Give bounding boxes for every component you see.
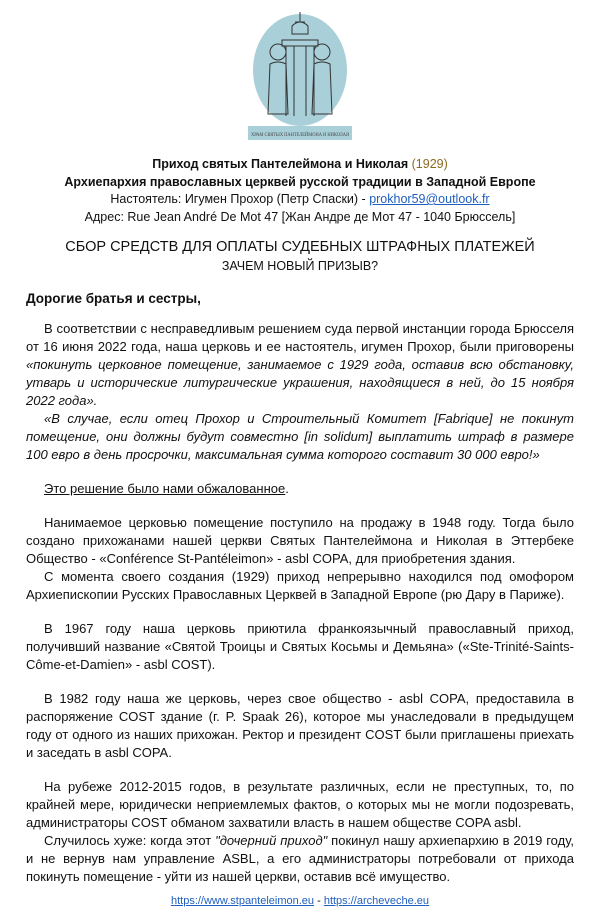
paragraph: В 1982 году наша же церковь, через свое общество - asbl COPA, предоставила в распоряжение COST здание (г. P. Spaak 26), которое мы унаследовали в предыдущем году от одного из наших прихожан. Ректор и президент COST были приглашены приехать и заседать в asbl COPA. — [26, 691, 574, 760]
parish-year: (1929) — [408, 157, 448, 171]
quote-text: "дочерний приход" — [215, 833, 328, 848]
address: Адрес: Rue Jean André De Mot 47 [Жан Андре де Мот 47 - 1040 Брюссель] — [84, 209, 516, 224]
parish-logo — [248, 8, 372, 148]
letter-body — [26, 320, 574, 886]
text: . — [285, 481, 289, 496]
paragraph — [26, 410, 574, 464]
quote-text: «покинуть церковное помещение, занимаемое с 1929 года, оставив всю обстановку, утварь и исторические литургические украшения, находящиеся в ней, до 15 ноября 2022 года». — [26, 357, 574, 408]
greeting: Дорогие братья и сестры, — [26, 291, 201, 306]
text: покинул нашу архиепархию в 2019 году, и не вернув нам управление ASBL, а его администраторы потребовали от прихода покинуть помещение - уйти из нашей церкви, оставив всё имущество. — [26, 833, 575, 884]
rector-email-link[interactable]: prokhor59@outlook.fr — [369, 192, 490, 206]
main-title: СБОР СРЕДСТВ ДЛЯ ОПЛАТЫ СУДЕБНЫХ ШТРАФНЫХ ПЛАТЕЖЕЙ — [65, 239, 535, 255]
paragraph — [26, 320, 574, 410]
website-link[interactable]: https://www.stpanteleimon.eu — [170, 895, 315, 907]
archdiocese-name: Архиепархия православных церквей русской традиции в Западной Европе — [64, 174, 536, 189]
paragraph: С момента своего создания (1929) приход непрерывно находился под омофором Архиепископии Русских Православных Церквей в Западной Европе (рю Дару в Париже). — [26, 569, 574, 602]
subtitle: ЗАЧЕМ НОВЫЙ ПРИЗЫВ? — [221, 259, 379, 273]
archdiocese-link[interactable]: https://archeveche.eu — [323, 895, 430, 907]
appeal-statement: Это решение было нами обжалованное — [44, 481, 286, 496]
paragraph: Нанимаемое церковью помещение поступило на продажу в 1948 году. Тогда было создано прихожанами нашей церкви Святых Пантелеймона и Николая в Эттербеке Общество - «Conférence St-Pantéleimon» - asbl COPA, для приобретения здания. — [26, 515, 574, 566]
svg-text:ХРАМ СВЯТЫХ ПАНТЕЛЕЙМОНА И НИК: ХРАМ СВЯТЫХ ПАНТЕЛЕЙМОНА И НИКОЛАЯ — [251, 132, 372, 138]
footer-links — [0, 894, 600, 909]
paragraph: В 1967 году наша церковь приютила франкоязычный православный приход, получивший название «Святой Троицы и Святых Косьмы и Демьяна» («Ste-Trinité-Saints-Côme-et-Damien» - asbl COST). — [26, 621, 574, 672]
link-separator: - — [314, 895, 324, 907]
parish-name: Приход святых Пантелеймона и Николая — [152, 157, 409, 171]
quote-text: «В случае, если отец Прохор и Строительный Комитет [Fabrique] не покинут помещение, они должны будут совместно [in solidum] выплатить штраф в размере 100 евро в день просрочки, максимальная сумма которого составит 30 000 евро!» — [26, 411, 574, 462]
paragraph — [26, 832, 574, 886]
rector-label: Настоятель: Игумен Прохор (Петр Спаски) - — [110, 192, 370, 206]
paragraph — [26, 480, 574, 498]
paragraph: На рубеже 2012-2015 годов, в результате различных, если не преступных, то, по крайней мере, юридически неприемлемых фактов, о которых мы не могли подозревать, администраторы COST обманом захватили власть в нашем обществе COPA asbl. — [26, 779, 574, 830]
text: Случилось хуже: когда этот — [44, 833, 216, 848]
parish-header — [0, 156, 600, 226]
text: В соответствии с несправедливым решением суда первой инстанции города Брюсселя от 16 июня 2022 года, наша церковь и ее настоятель, игумен Прохор, были приговорены — [26, 321, 574, 354]
document-title — [0, 238, 600, 276]
